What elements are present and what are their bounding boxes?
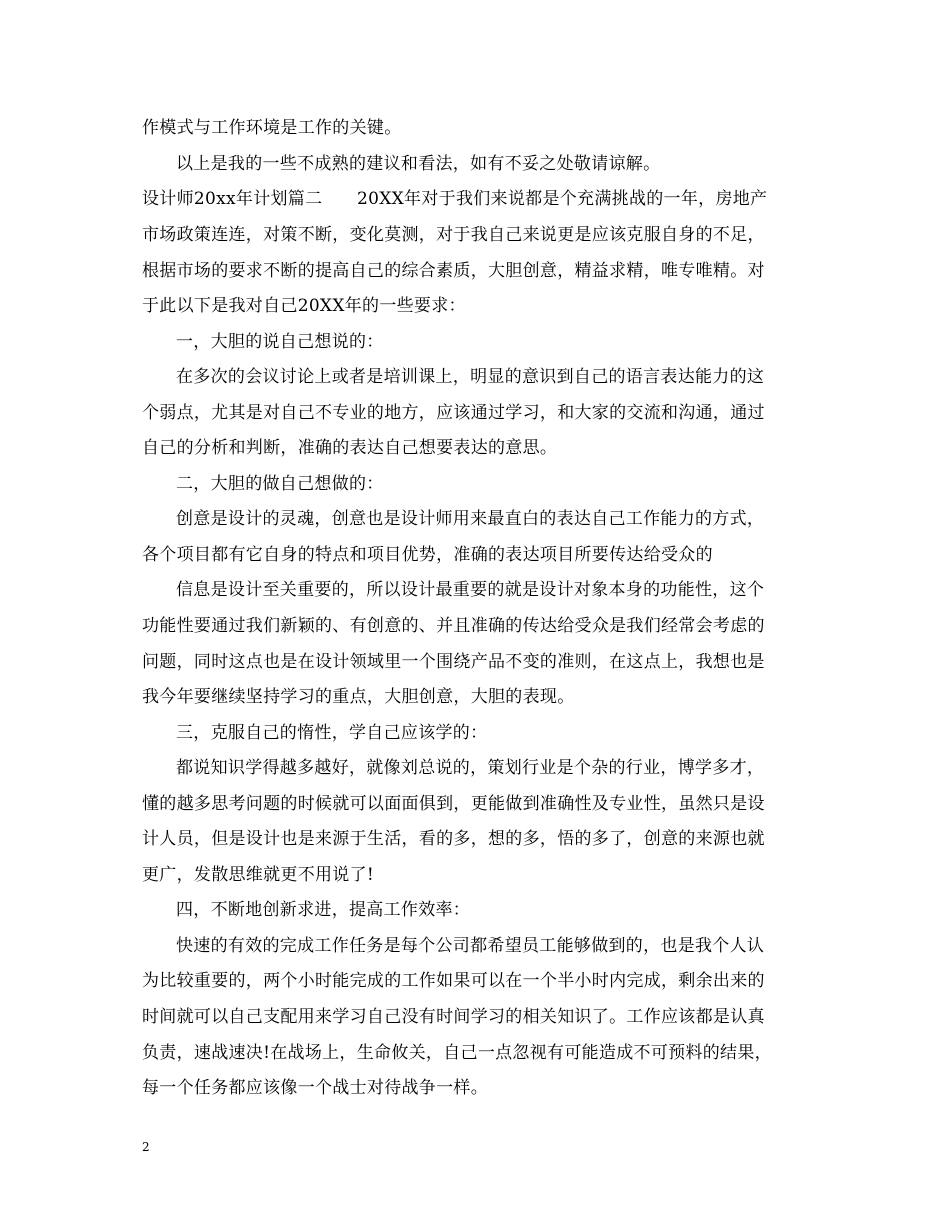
text-line: 快速的有效的完成工作任务是每个公司都希望员工能够做到的，也是我个人认 <box>176 936 765 956</box>
text-line: 更广，发散思维就更不用说了! <box>142 865 375 885</box>
text-line: 于此以下是我对自己20XX年的一些要求： <box>142 296 466 316</box>
page-number: 2 <box>142 1140 150 1154</box>
text-line: 在多次的会议讨论上或者是培训课上，明显的意识到自己的语言表达能力的这 <box>176 367 765 387</box>
text-line: 我今年要继续坚持学习的重点，大胆创意，大胆的表现。 <box>142 687 575 707</box>
text-line: 以上是我的一些不成熟的建议和看法，如有不妥之处敬请谅解。 <box>176 154 661 174</box>
text-line: 每一个任务都应该像一个战士对待战争一样。 <box>142 1078 488 1098</box>
text-line: 根据市场的要求不断的提高自己的综合素质，大胆创意，精益求精，唯专唯精。对 <box>142 261 765 281</box>
text-line: 懂的越多思考问题的时候就可以面面俱到，更能做到准确性及专业性，虽然只是设 <box>142 794 765 814</box>
text-line: 设计师20xx年计划篇二 20XX年对于我们来说都是个充满挑战的一年，房地产 <box>142 189 768 209</box>
text-line: 作模式与工作环境是工作的关键。 <box>142 118 402 138</box>
section-heading: 二，大胆的做自己想做的： <box>176 474 384 494</box>
text-line: 市场政策连连，对策不断，变化莫测，对于我自己来说更是应该克服自身的不足， <box>142 225 765 245</box>
text-line: 都说知识学得越多越好，就像刘总说的，策划行业是个杂的行业，博学多才， <box>176 758 765 778</box>
section-heading: 三，克服自己的惰性，学自己应该学的： <box>176 723 488 743</box>
text-line: 自己的分析和判断，准确的表达自己想要表达的意思。 <box>142 438 558 458</box>
text-line: 创意是设计的灵魂，创意也是设计师用来最直白的表达自己工作能力的方式， <box>176 509 765 529</box>
text-line: 负责，速战速决!在战场上，生命攸关，自己一点忽视有可能造成不可预料的结果， <box>142 1043 772 1063</box>
text-line: 为比较重要的，两个小时能完成的工作如果可以在一个半小时内完成，剩余出来的 <box>142 971 765 991</box>
section-heading: 四，不断地创新求进，提高工作效率： <box>176 900 471 920</box>
text-line: 问题，同时这点也是在设计领域里一个围绕产品不变的准则，在这点上，我想也是 <box>142 652 765 672</box>
text-line: 计人员，但是设计也是来源于生活，看的多，想的多，悟的多了，创意的来源也就 <box>142 829 765 849</box>
text-line: 个弱点，尤其是对自己不专业的地方，应该通过学习，和大家的交流和沟通，通过 <box>142 403 765 423</box>
text-line: 信息是设计至关重要的，所以设计最重要的就是设计对象本身的功能性，这个 <box>176 580 765 600</box>
text-line: 功能性要通过我们新颖的、有创意的、并且准确的传达给受众是我们经常会考虑的 <box>142 616 765 636</box>
section-heading: 一，大胆的说自己想说的： <box>176 332 384 352</box>
text-line: 各个项目都有它自身的特点和项目优势，准确的表达项目所要传达给受众的 <box>142 545 713 565</box>
text-line: 时间就可以自己支配用来学习自己没有时间学习的相关知识了。工作应该都是认真 <box>142 1007 765 1027</box>
